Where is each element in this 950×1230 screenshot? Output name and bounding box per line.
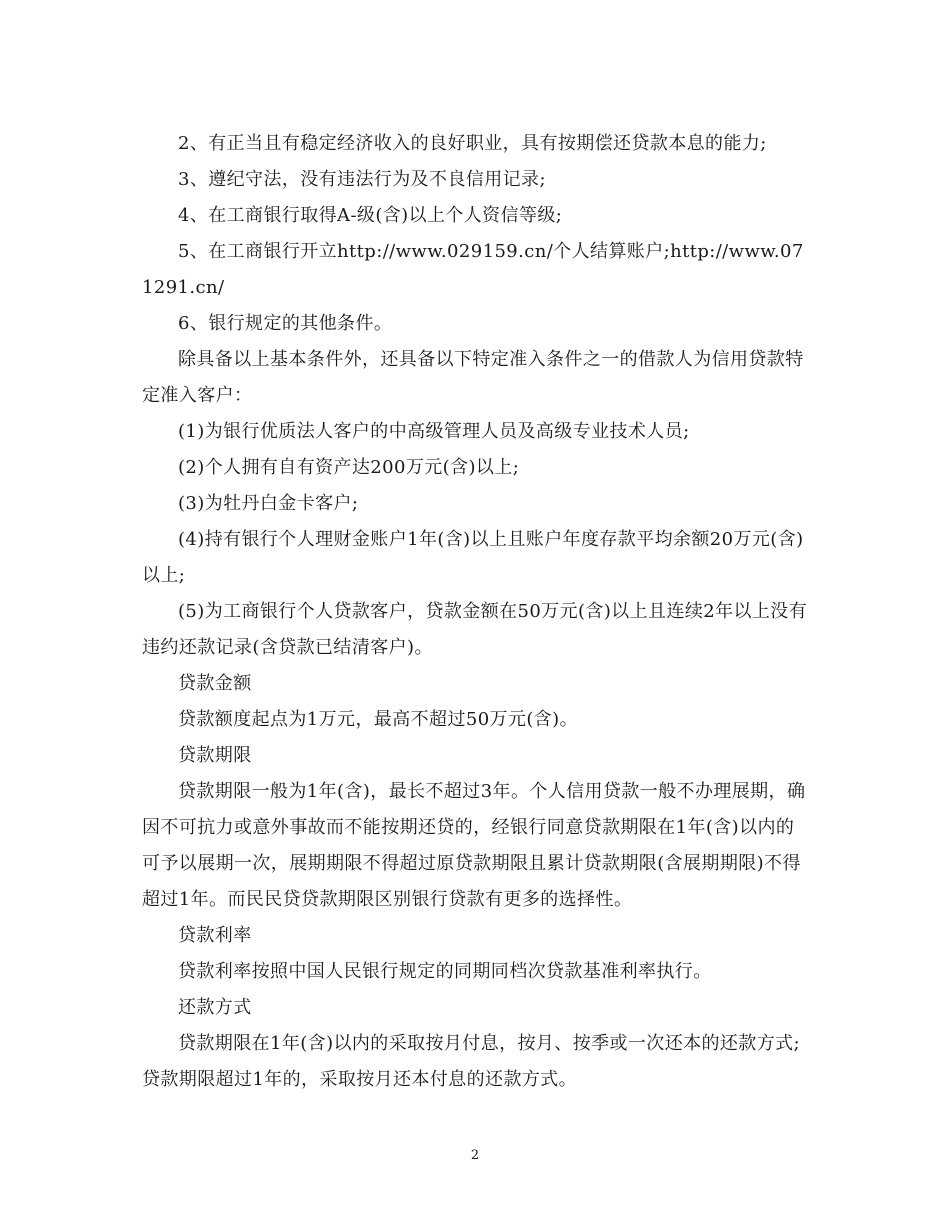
paragraph-requirement-3: 3、遵纪守法，没有违法行为及不良信用记录; [178,169,546,190]
paragraph-loan-term: 贷款期限一般为1年(含)，最长不超过3年。个人信用贷款一般不办理展期，确因不可抗力或意外事故而不能按期还贷的，经银行同意贷款期限在1年(含)以内的可予以展期一次，展期期限不得超过原贷款期限且累计贷款期限(含展期期限)不得超过1年。而民民贷贷款期限区别银行贷款有更多的选择性。 [142,781,806,910]
heading-loan-amount: 贷款金额 [178,673,252,694]
paragraph-special-conditions-intro: 除具备以上基本条件外，还具备以下特定准入条件之一的借款人为信用贷款特定准入客户： [142,349,804,406]
paragraph-requirement-5: 5、在工商银行开立http://www.029159.cn/个人结算账户;http://www.071291.cn/ [142,241,804,298]
heading-loan-rate: 贷款利率 [178,925,252,946]
paragraph-requirement-4: 4、在工商银行取得A-级(含)以上个人资信等级; [178,205,563,226]
paragraph-loan-rate: 贷款利率按照中国人民银行规定的同期同档次贷款基准利率执行。 [178,961,712,982]
paragraph-requirement-2: 2、有正当且有稳定经济收入的良好职业，具有按期偿还贷款本息的能力; [178,133,767,154]
paragraph-special-condition-2: (2)个人拥有自有资产达200万元(含)以上; [178,457,520,478]
paragraph-repayment-method: 贷款期限在1年(含)以内的采取按月付息，按月、按季或一次还本的还款方式;贷款期限超过1年的，采取按月还本付息的还款方式。 [142,1033,800,1090]
paragraph-special-condition-3: (3)为牡丹白金卡客户; [178,493,359,514]
document-body [142,126,812,1098]
paragraph-loan-amount: 贷款额度起点为1万元，最高不超过50万元(含)。 [178,709,578,730]
paragraph-requirement-6: 6、银行规定的其他条件。 [178,313,393,334]
paragraph-special-condition-5: (5)为工商银行个人贷款客户，贷款金额在50万元(含)以上且连续2年以上没有违约还款记录(含贷款已结清客户)。 [142,601,808,658]
paragraph-special-condition-4: (4)持有银行个人理财金账户1年(含)以上且账户年度存款平均余额20万元(含)以上; [142,529,804,586]
heading-repayment-method: 还款方式 [178,997,252,1018]
paragraph-special-condition-1: (1)为银行优质法人客户的中高级管理人员及高级专业技术人员; [178,421,690,442]
heading-loan-term: 贷款期限 [178,745,252,766]
page-number: 2 [470,1148,480,1163]
